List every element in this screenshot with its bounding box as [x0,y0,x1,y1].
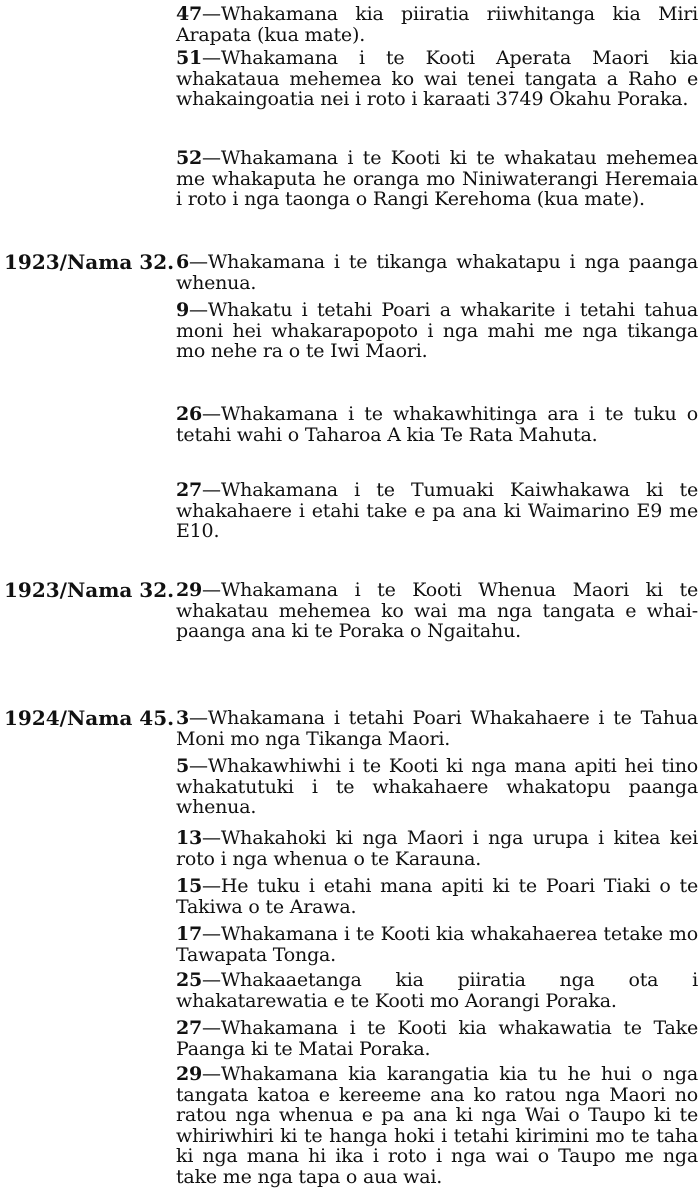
entry-number: 29 [176,1063,203,1085]
entry-number: 47 [176,3,203,25]
entry-number: 15 [176,875,203,897]
entry-text: —Whakahoki ki nga Maori i nga urupa i kitea kei roto i nga whenua o te Karauna. [176,827,698,870]
entry-number: 27 [176,1017,203,1039]
entry-number: 25 [176,969,203,991]
entry-text: —Whakawhiwhi i te Kooti ki nga mana apiti hei tino whakatutuki i te whakahaere whakatopu paanga whenua. [176,755,698,818]
entry-number: 52 [176,147,203,169]
entry-number: 51 [176,47,203,69]
entry-number: 13 [176,827,203,849]
list-item [176,756,698,818]
list-item [176,580,698,642]
entry-text: —Whakamana i te Kooti kia whakahaerea tetake mo Tawapata Tonga. [176,923,698,966]
list-item [176,4,698,45]
entry-number: 3 [176,707,190,729]
list-item [176,828,698,869]
list-item [176,252,698,293]
entry-number: 9 [176,299,190,321]
section-year-label: 1923/Nama 32. [4,578,175,602]
list-item [176,708,698,749]
entry-text: —Whakamana i te whakawhitinga ara i te tuku o tetahi wahi o Taharoa A kia Te Rata Mahuta. [176,403,698,446]
entry-number: 29 [176,579,203,601]
list-item [176,404,698,445]
entry-text: —Whakamana i te Kooti Whenua Maori ki te whakatau mehemea ko wai ma nga tangata e whai-paanga ana ki te Poraka o Ngaitahu. [176,579,698,642]
entry-text: —Whakamana i te Kooti ki te whakatau mehemea me whakaputa he oranga mo Niniwaterangi Heremaia i roto i nga taonga o Rangi Kerehoma (kua mate). [176,147,698,210]
entry-number: 17 [176,923,203,945]
section-year-label: 1923/Nama 32. [4,250,175,274]
entry-text: —Whakaaetanga kia piiratia nga ota i whakatarewatia e te Kooti mo Aorangi Poraka. [176,969,698,1012]
list-item [176,148,698,210]
entry-text: —Whakamana kia piiratia riiwhitanga kia Miri Arapata (kua mate). [176,3,698,46]
list-item [176,480,698,542]
entry-text: —Whakamana i tetahi Poari Whakahaere i te Tahua Moni mo nga Tikanga Maori. [176,707,698,750]
entry-text: —Whakamana i te tikanga whakatapu i nga paanga whenua. [176,251,698,294]
entry-number: 26 [176,403,203,425]
list-item [176,48,698,110]
list-item [176,300,698,362]
list-item [176,876,698,917]
list-item [176,970,698,1011]
entry-text: —Whakamana i te Kooti Aperata Maori kia whakataua mehemea ko wai tenei tangata a Raho e whakaingoatia nei i roto i karaati 3749 Okahu Poraka. [176,47,698,110]
entry-number: 5 [176,755,190,777]
entry-text: —Whakatu i tetahi Poari a whakarite i tetahi tahua moni hei whakarapopoto i nga mahi me nga tikanga mo nehe ra o te Iwi Maori. [176,299,698,362]
entry-text: —He tuku i etahi mana apiti ki te Poari Tiaki o te Takiwa o te Arawa. [176,875,698,918]
entry-number: 27 [176,479,203,501]
list-item [176,1064,698,1187]
entry-text: —Whakamana i te Tumuaki Kaiwhakawa ki te whakahaere i etahi take e pa ana ki Waimarino E9 me E10. [176,479,698,542]
list-item [176,924,698,965]
entry-number: 6 [176,251,190,273]
section-year-label: 1924/Nama 45. [4,706,175,730]
entry-text: —Whakamana i te Kooti kia whakawatia te Take Paanga ki te Matai Poraka. [176,1017,698,1060]
entry-text: —Whakamana kia karangatia kia tu he hui o nga tangata katoa e kereeme ana ko ratou nga Maori no ratou nga whenua e pa ana ki nga Wai o Taupo ki te whiriwhiri ki te hanga hoki i tetahi kirimini mo te taha ki nga mana hi ika i roto i nga wai o Taupo me nga take me nga tapa o aua wai. [176,1063,698,1188]
list-item [176,1018,698,1059]
